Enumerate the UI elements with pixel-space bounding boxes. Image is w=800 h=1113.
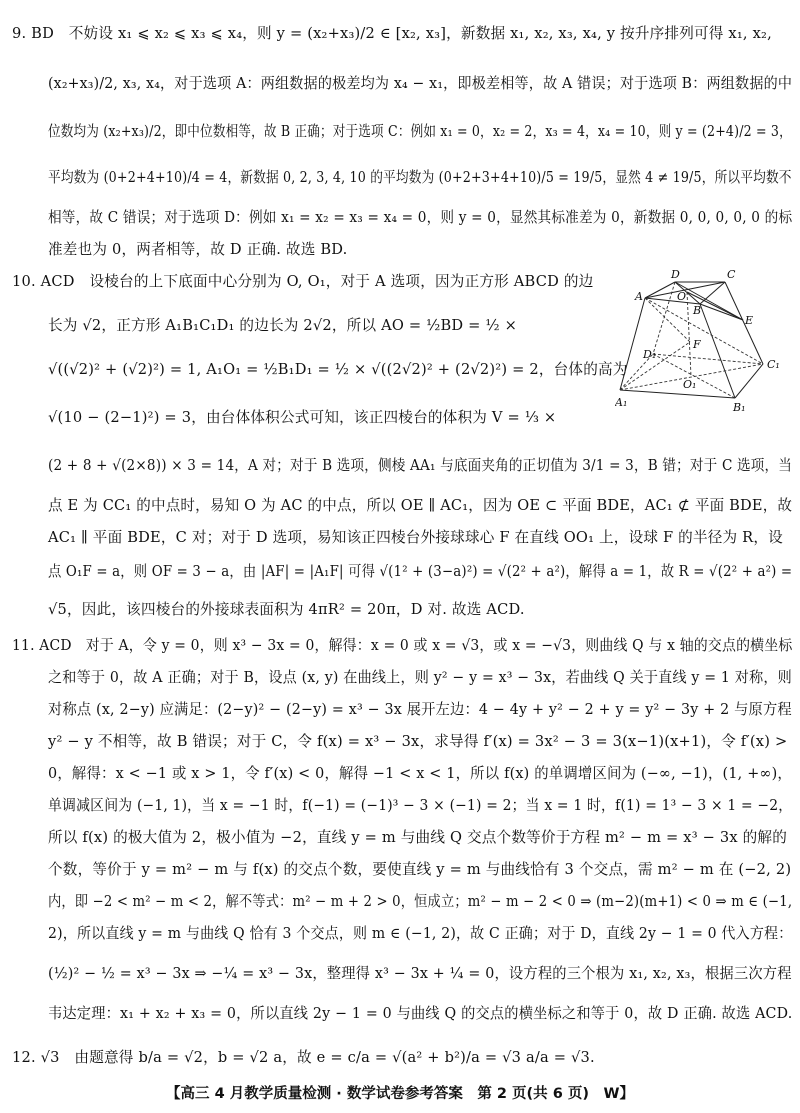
label-c: C [727,268,736,281]
solution-12-line-1: 12. √3 由题意得 b/a = √2，b = √2 a，故 e = c/a = √(a² + b²)/a = √3 a/a = √3. [12,1049,595,1066]
line-ac1 [645,298,763,364]
label-f: F [693,338,701,351]
solution-9-line-1: 9. BD 不妨设 x₁ ⩽ x₂ ⩽ x₃ ⩽ x₄，则 y = (x₂+x₃)/2 ∈ [x₂, x₃]，新数据 x₁, x₂, x₃, x₄, y 按升序排列可得 x₁, x₂, [12,25,772,42]
top-edge-ad [645,282,675,298]
solution-11-line-3: 对称点 (x, 2−y) 应满足：(2−y)² − (2−y) = x³ − 3x 展开左边：4 − 4y + y² − 2 + y = y² − 3y + 2 与原方程 [48,701,792,718]
label-d: D [671,268,680,281]
edge-bb1 [700,304,735,398]
label-e: E [745,314,754,327]
label-o: O [677,290,687,303]
solution-9-line-2: (x₂+x₃)/2, x₃, x₄，对于选项 A：两组数据的极差均为 x₄ − x₁，即极差相等，故 A 错误；对于选项 B：两组数据的中 [48,75,793,92]
label-c1: C₁ [767,358,780,371]
solution-11-line-7: 所以 f(x) 的极大值为 2，极小值为 −2，直线 y = m 与曲线 Q 交点个数等价于方程 m² − m = x³ − 3x 的解的 [48,829,788,846]
label-a: A [635,290,643,303]
bottom-edge-d1c1 [653,354,763,364]
solution-11-line-5: 0，解得：x < −1 或 x > 1，令 f′(x) < 0，解得 −1 < x < 1，所以 f(x) 的单调增区间为 (−∞, −1)，(1, +∞)， [48,765,792,782]
frustum-figure [615,268,790,413]
solution-9-line-4: 平均数为 (0+2+4+10)/4 = 4，新数据 0, 2, 3, 4, 10 的平均数为 (0+2+3+4+10)/5 = 19/5，显然 4 ≠ 19/5，所以平均数不 [48,169,792,186]
solution-11-line-1: 11. ACD 对于 A，令 y = 0，则 x³ − 3x = 0，解得：x = 0 或 x = √3，或 x = −√3，则曲线 Q 与 x 轴的交点的横坐标 [12,637,793,654]
label-b: B [693,304,702,317]
solution-11-line-12: 韦达定理：x₁ + x₂ + x₃ = 0，所以直线 2y − 1 = 0 与曲线 Q 的交点的横坐标之和等于 0，故 D 正确. 故选 ACD. [48,1005,793,1022]
page-footer: 【高三 4 月教学质量检测 · 数学试卷参考答案 第 2 页(共 6 页) W】 [166,1086,634,1102]
label-b1: B₁ [733,401,746,413]
edge-dd1 [653,282,675,354]
solution-10-line-8: 点 O₁F = a，则 OF = 3 − a，由 |AF| = |A₁F| 可得 √(1² + (3−a)²) = √(2² + a²)，解得 a = 1，故 R = √(2² + a²) = [48,563,793,580]
solution-11-line-8: 个数，等价于 y = m² − m 与 f(x) 的交点个数，要使直线 y = m 与曲线恰有 3 个交点，需 m² − m 在 (−2, 2) [48,861,792,878]
solution-10-line-6: 点 E 为 CC₁ 的中点时，易知 O 为 AC 的中点，所以 OE ∥ AC₁，因为 OE ⊂ 平面 BDE，AC₁ ⊄ 平面 BDE，故 [48,497,793,514]
solution-11-line-11: (½)² − ½ = x³ − 3x ⇒ −¼ = x³ − 3x，整理得 x³ − 3x + ¼ = 0，设方程的三个根为 x₁, x₂, x₃，根据三次方程 [48,965,792,982]
solution-10-line-3: √((√2)² + (√2)²) = 1, A₁O₁ = ½B₁D₁ = ½ × √((2√2)² + (2√2)²) = 2，台体的高为 [48,361,628,378]
line-af [645,298,690,342]
label-d1: D₁ [643,348,657,361]
bottom-edge-a1b1 [620,390,735,398]
solution-10-line-7: AC₁ ∥ 平面 BDE，C 对；对于 D 选项，易知该正四棱台外接球球心 F 在直线 OO₁ 上，设球 F 的半径为 R，设 [48,529,783,546]
solution-11-line-10: 2)，所以直线 y = m 与曲线 Q 恰有 3 个交点，则 m ∈ (−1, 2)，故 C 正确；对于 D，直线 2y − 1 = 0 代入方程： [48,925,793,942]
solution-10-line-5: (2 + 8 + √(2×8)) × 3 = 14，A 对；对于 B 选项，侧棱 AA₁ 与底面夹角的正切值为 3/1 = 3，B 错；对于 C 选项，当 [48,457,793,474]
solution-10-line-9: √5，因此，该四棱台的外接球表面积为 4πR² = 20π，D 对. 故选 ACD. [48,601,525,618]
solution-11-line-2: 之和等于 0，故 A 正确；对于 B，设点 (x, y) 在曲线上，则 y² − y = x³ − 3x，若曲线 Q 关于直线 y = 1 对称，则 [48,669,792,686]
solution-9-line-3: 位数均为 (x₂+x₃)/2，即中位数相等，故 B 正确；对于选项 C：例如 x₁ = 0，x₂ = 2，x₃ = 4，x₄ = 10，则 y = (2+4)/2 = 3， [48,123,792,140]
edge-aa1 [620,298,645,390]
solution-11-line-9: 内，即 −2 < m² − m < 2，解不等式：m² − m + 2 > 0，恒成立；m² − m − 2 < 0 ⇒ (m−2)(m+1) < 0 ⇒ m ∈ (−1, [48,893,793,910]
solution-10-line-1: 10. ACD 设棱台的上下底面中心分别为 O, O₁，对于 A 选项，因为正方形 ABCD 的边 [12,273,594,290]
edge-cc1 [725,282,763,364]
solution-9-line-6: 准差也为 0，两者相等，故 D 正确. 故选 BD. [48,241,348,258]
top-edge-ba [645,298,700,304]
axis-oo1 [687,292,691,376]
label-o1: O₁ [683,378,697,391]
solution-9-line-5: 相等，故 C 错误；对于选项 D：例如 x₁ = x₂ = x₃ = x₄ = 0，则 y = 0，显然其标准差为 0，新数据 0, 0, 0, 0, 0 的标 [48,209,793,226]
solution-10-line-4: √(10 − (2−1)²) = 3，由台体体积公式可知，该正四棱台的体积为 V = ⅓ × [48,409,557,426]
bottom-edge-b1c1 [735,364,763,398]
solution-10-line-2: 长为 √2，正方形 A₁B₁C₁D₁ 的边长为 2√2，所以 AO = ½BD = ½ × [48,317,517,334]
label-a1: A₁ [615,396,628,409]
solution-11-line-4: y² − y 不相等，故 B 错误；对于 C，令 f(x) = x³ − 3x，求导得 f′(x) = 3x² − 3 = 3(x−1)(x+1)，令 f′(x) > [48,733,788,750]
solution-11-line-6: 单调减区间为 (−1, 1)，当 x = −1 时，f(−1) = (−1)³ − 3 × (−1) = 2；当 x = 1 时，f(1) = 1³ − 3 × 1 = −2， [48,797,793,814]
